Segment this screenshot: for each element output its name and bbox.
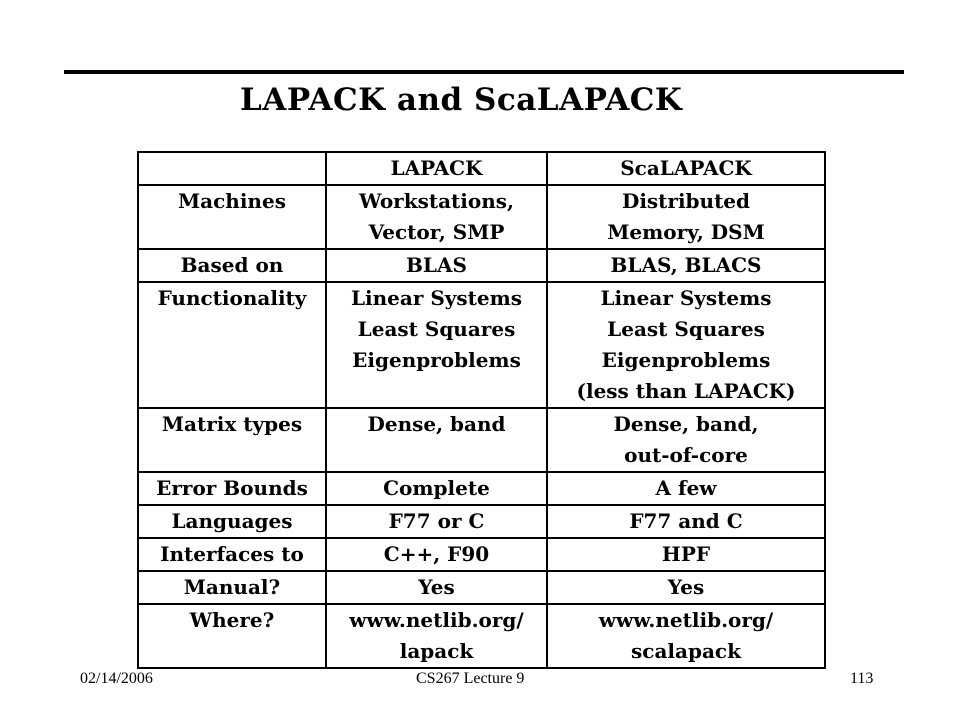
lapack-cell (326, 571, 547, 604)
scalapack-cell (547, 408, 825, 472)
table-row (138, 571, 825, 604)
row-label-cell: Based on (138, 249, 326, 282)
scalapack-cell (547, 505, 825, 538)
footer-page-number: 113 (850, 670, 874, 687)
scalapack-cell (547, 185, 825, 249)
lapack-cell-line: Linear Systems (350, 286, 523, 310)
scalapack-cell-line: Dense, band, (613, 412, 759, 436)
lapack-cell (326, 408, 547, 472)
scalapack-cell-line: A few (655, 476, 717, 500)
scalapack-cell-line: out-of-core (624, 443, 748, 467)
row-label-cell: Languages (138, 505, 326, 538)
lapack-cell (326, 472, 547, 505)
title-rule (64, 70, 904, 74)
lapack-cell-line: lapack (399, 639, 474, 663)
table-row (138, 408, 825, 472)
table-row (138, 249, 825, 282)
lapack-cell (326, 249, 547, 282)
table-row (138, 282, 825, 408)
lapack-cell (326, 185, 547, 249)
row-label-cell: Manual? (138, 571, 326, 604)
lapack-cell-line: www.netlib.org/ (349, 608, 524, 632)
scalapack-cell-line: F77 and C (629, 509, 743, 533)
lapack-cell-line: Workstations, (359, 189, 514, 213)
comparison-table (137, 151, 826, 669)
scalapack-cell-line: scalapack (631, 639, 741, 663)
scalapack-cell (547, 472, 825, 505)
lapack-cell-line: Complete (383, 476, 490, 500)
header-cell-scalapack: ScaLAPACK (547, 152, 825, 185)
header-cell-empty (138, 152, 326, 185)
row-label-cell: Machines (138, 185, 326, 249)
lapack-cell (326, 604, 547, 668)
row-label-cell: Matrix types (138, 408, 326, 472)
scalapack-cell-line: Memory, DSM (607, 220, 765, 244)
lapack-cell (326, 282, 547, 408)
lapack-cell-line: Dense, band (367, 412, 506, 436)
scalapack-cell-line: BLAS, BLACS (610, 253, 762, 277)
table-row (138, 604, 825, 668)
lapack-cell-line: Yes (418, 575, 455, 599)
scalapack-cell (547, 249, 825, 282)
table-header-row (138, 152, 825, 185)
scalapack-cell-line: www.netlib.org/ (598, 608, 774, 632)
scalapack-cell (547, 538, 825, 571)
lapack-cell-line: C++, F90 (383, 542, 490, 566)
scalapack-cell (547, 282, 825, 408)
lapack-cell-line: F77 or C (388, 509, 485, 533)
slide-title: LAPACK and ScaLAPACK (240, 82, 683, 118)
footer-course: CS267 Lecture 9 (416, 670, 525, 687)
lapack-cell-line: Vector, SMP (368, 220, 505, 244)
table-row (138, 185, 825, 249)
scalapack-cell-line: (less than LAPACK) (576, 379, 796, 403)
lapack-cell (326, 538, 547, 571)
row-label-cell: Functionality (138, 282, 326, 408)
scalapack-cell-line: Yes (667, 575, 705, 599)
row-label-cell: Error Bounds (138, 472, 326, 505)
scalapack-cell-line: Eigenproblems (601, 348, 771, 372)
table-row (138, 538, 825, 571)
scalapack-cell (547, 604, 825, 668)
scalapack-cell-line: Distributed (621, 189, 751, 213)
lapack-cell (326, 505, 547, 538)
scalapack-cell (547, 571, 825, 604)
scalapack-cell-line: Linear Systems (600, 286, 772, 310)
scalapack-cell-line: Least Squares (607, 317, 765, 341)
lapack-cell-line: Eigenproblems (352, 348, 521, 372)
scalapack-cell-line: HPF (661, 542, 711, 566)
header-cell-lapack: LAPACK (326, 152, 547, 185)
lapack-cell-line: Least Squares (357, 317, 516, 341)
table-row (138, 472, 825, 505)
lapack-cell-line: BLAS (406, 253, 467, 277)
table-row (138, 505, 825, 538)
row-label-cell: Interfaces to (138, 538, 326, 571)
row-label-cell: Where? (138, 604, 326, 668)
footer-date: 02/14/2006 (80, 670, 153, 687)
